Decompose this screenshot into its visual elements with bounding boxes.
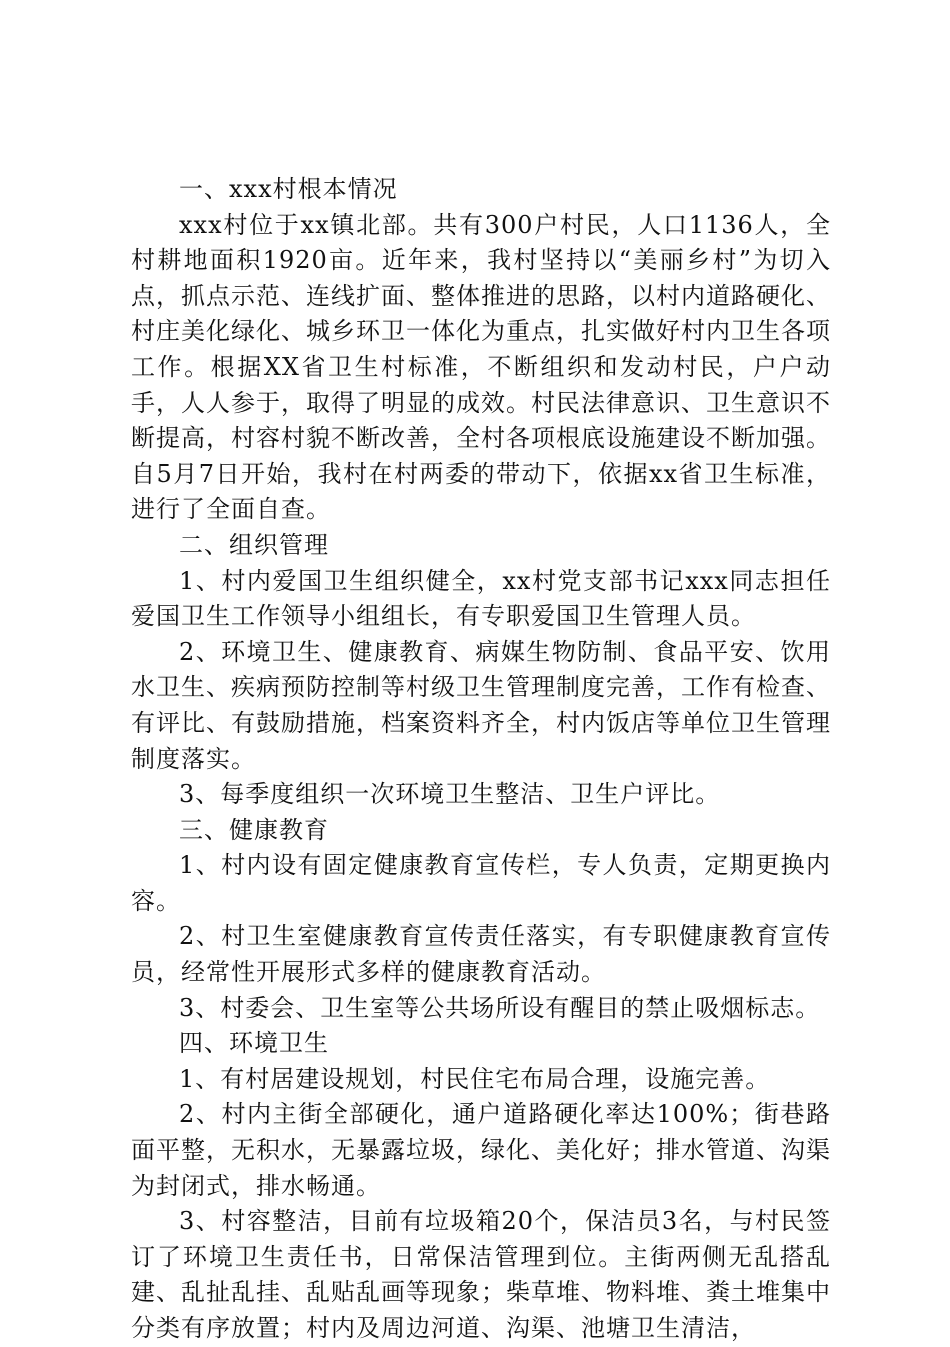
paragraph-org-3: 3、每季度组织一次环境卫生整洁、卫生户评比。: [179, 780, 721, 809]
section-heading-1: 一、xxx村根本情况: [179, 175, 398, 203]
paragraph-env-2: 2、村内主街全部硬化，通户道路硬化率达100%；街巷路面平整，无积水，无暴露垃圾，绿化、美化好；排水管道、沟渠为封闭式，排水畅通。: [131, 1100, 831, 1200]
paragraph-org-1: 1、村内爱国卫生组织健全，xx村党支部书记xxx同志担任爱国卫生工作领导小组组长，有专职爱国卫生管理人员。: [131, 566, 831, 631]
section-heading-4: 四、环境卫生: [179, 1029, 329, 1058]
paragraph-env-1: 1、有村居建设规划，村民住宅布局合理，设施完善。: [179, 1064, 771, 1093]
paragraph-health-3: 3、村委会、卫生室等公共场所设有醒目的禁止吸烟标志。: [179, 993, 821, 1022]
paragraph-health-2: 2、村卫生室健康教育宣传责任落实，有专职健康教育宣传员，经常性开展形式多样的健康教育活动。: [131, 922, 831, 987]
paragraph-health-1: 1、村内设有固定健康教育宣传栏，专人负责，定期更换内容。: [131, 851, 831, 915]
paragraph-env-3: 3、村容整洁，目前有垃圾箱20个，保洁员3名，与村民签订了环境卫生责任书，日常保洁管理到位。主街两侧无乱搭乱建、乱扯乱挂、乱贴乱画等现象；柴草堆、物料堆、粪土堆集中分类有序放置；村内及周边河道、沟渠、池塘卫生清洁，: [131, 1207, 831, 1342]
document-body: [131, 172, 831, 1347]
paragraph-org-2: 2、环境卫生、健康教育、病媒生物防制、食品平安、饮用水卫生、疾病预防控制等村级卫生管理制度完善，工作有检查、有评比、有鼓励措施，档案资料齐全，村内饭店等单位卫生管理制度落实。: [131, 637, 831, 773]
section-heading-3: 三、健康教育: [179, 815, 329, 844]
section-heading-2: 二、组织管理: [179, 530, 329, 559]
paragraph-village-overview: xxx村位于xx镇北部。共有300户村民，人口1136人，全村耕地面积1920亩。近年来，我村坚持以“美丽乡村”为切入点，抓点示范、连线扩面、整体推进的思路，以村内道路硬化、村庄美化绿化、城乡环卫一体化为重点，扎实做好村内卫生各项工作。根据XX省卫生村标准，不断组织和发动村民，户户动手，人人参于，取得了明显的成效。村民法律意识、卫生意识不断提高，村容村貌不断改善，全村各项根底设施建设不断加强。自5月7日开始，我村在村两委的带动下，依据xx省卫生标准，进行了全面自查。: [131, 210, 831, 524]
